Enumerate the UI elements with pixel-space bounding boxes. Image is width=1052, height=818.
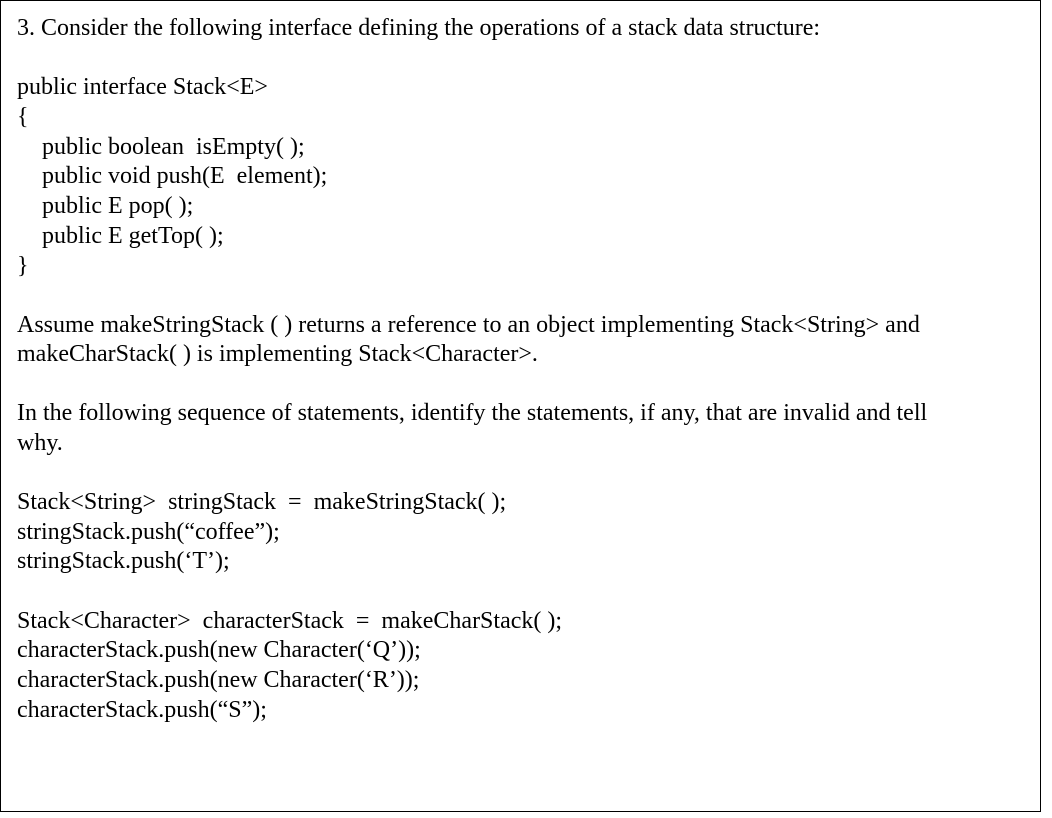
assumption-line-2: makeCharStack( ) is implementing Stack<Character>. (17, 341, 538, 367)
question-heading: 3. Consider the following interface defining the operations of a stack data structure: (17, 15, 821, 41)
assumption-line-1: Assume makeStringStack ( ) returns a reference to an object implementing Stack<String> and (17, 312, 920, 338)
close-brace: } (17, 253, 29, 279)
method-get-top: public E getTop( ); (42, 223, 224, 249)
string-statement-1: Stack<String> stringStack = makeStringStack( ); (17, 489, 507, 515)
instruction-line-1: In the following sequence of statements, identify the statements, if any, that are invalid and tell (17, 400, 928, 426)
string-statement-2: stringStack.push(“coffee”); (17, 519, 280, 545)
char-statement-1: Stack<Character> characterStack = makeCharStack( ); (17, 608, 563, 634)
char-statement-2: characterStack.push(new Character(‘Q’)); (17, 637, 421, 663)
instruction-line-2: why. (17, 430, 63, 456)
char-statement-3: characterStack.push(new Character(‘R’)); (17, 667, 420, 693)
open-brace: { (17, 104, 29, 130)
char-statement-4: characterStack.push(“S”); (17, 697, 267, 723)
interface-declaration: public interface Stack<E> (17, 74, 268, 100)
string-statement-3: stringStack.push(‘T’); (17, 548, 230, 574)
method-pop: public E pop( ); (42, 193, 194, 219)
method-push: public void push(E element); (42, 163, 328, 189)
method-is-empty: public boolean isEmpty( ); (42, 134, 305, 160)
